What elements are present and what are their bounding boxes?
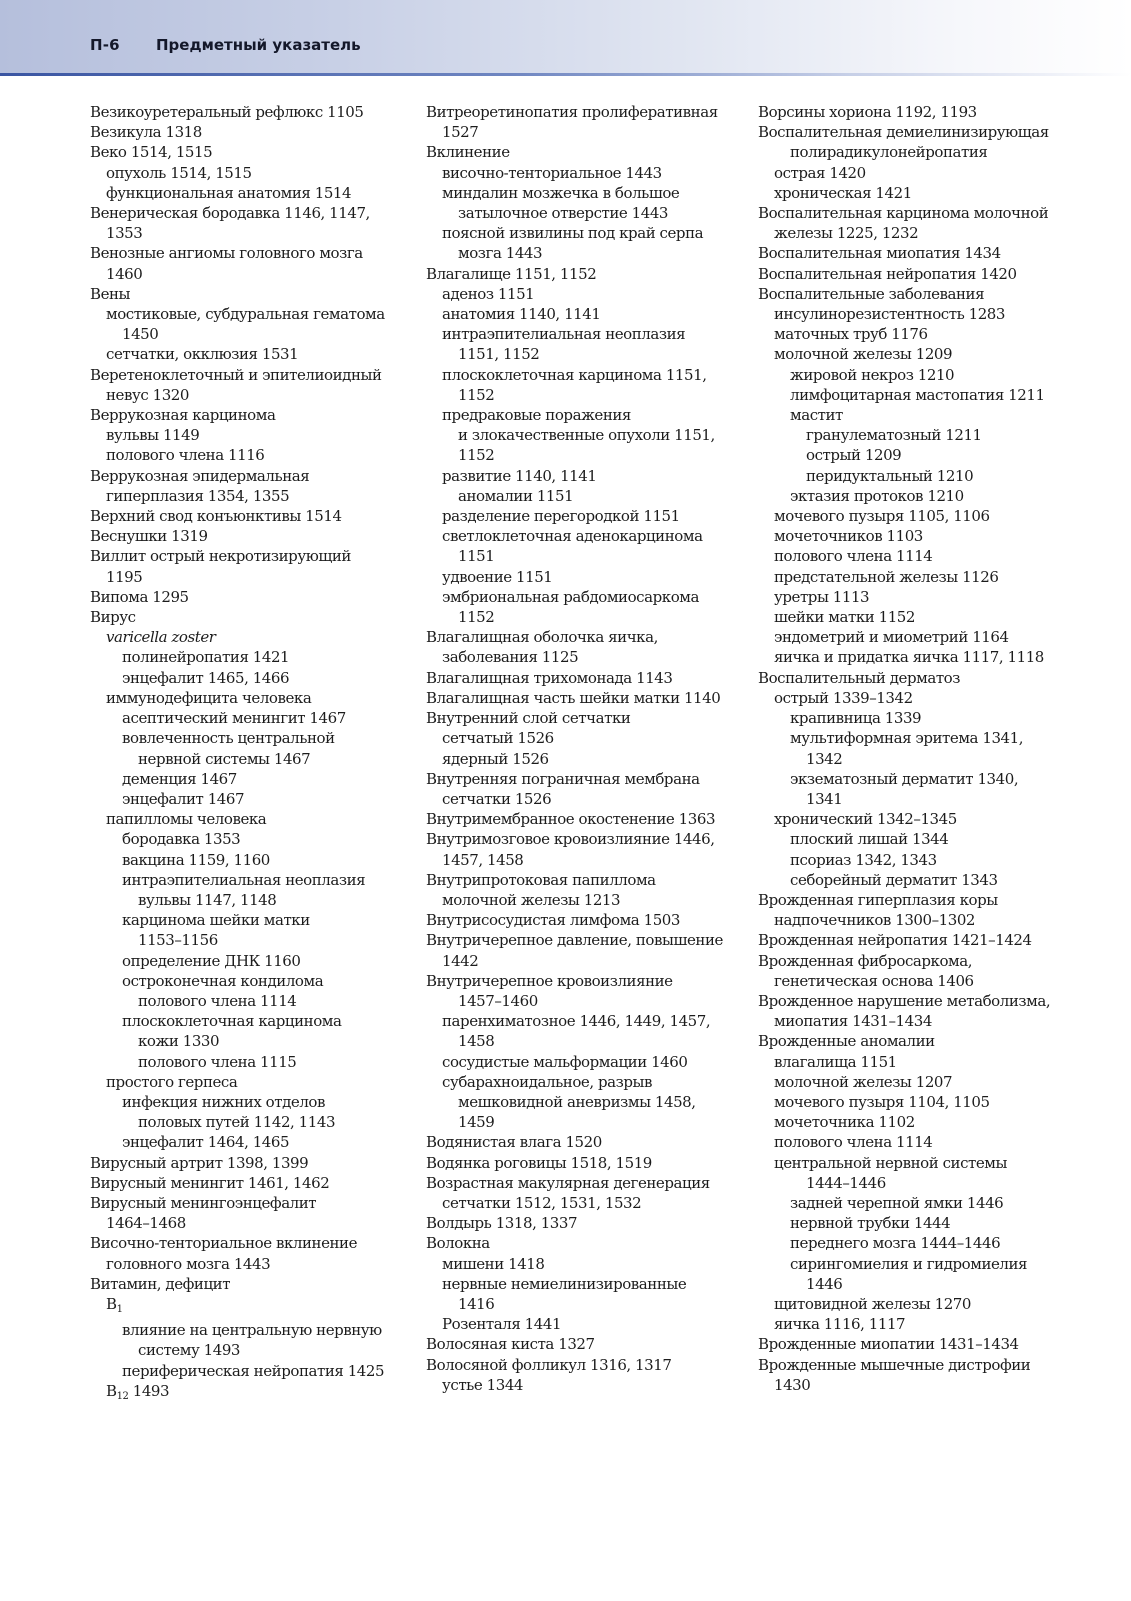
index-heading: Веретеноклеточный и эпителиоидный bbox=[90, 365, 382, 384]
index-subentry: сетчатый 1526 bbox=[442, 729, 554, 748]
index-heading: Випома 1295 bbox=[90, 587, 189, 606]
header-rule bbox=[0, 73, 1131, 76]
index-subsubentry: себорейный дерматит 1343 bbox=[790, 870, 998, 889]
index-subentry: предраковые поражения bbox=[442, 406, 631, 425]
index-continuation: 1458 bbox=[458, 1032, 495, 1051]
entry-subscript: 12 bbox=[116, 1390, 129, 1402]
index-subsubentry: сирингомиелия и гидромиелия bbox=[790, 1254, 1028, 1273]
index-heading: Внутрисосудистая лимфома 1503 bbox=[426, 911, 680, 930]
index-heading: Верхний свод конъюнктивы 1514 bbox=[90, 507, 342, 526]
index-heading: Виллит острый некротизирующий bbox=[90, 547, 351, 566]
index-subsubsubentry: острый 1209 bbox=[806, 446, 902, 465]
index-heading: Височно-тенториальное вклинение bbox=[90, 1234, 358, 1253]
index-subentry: ядерный 1526 bbox=[442, 749, 549, 768]
index-column-3 bbox=[758, 102, 1070, 1395]
index-continuation: 1430 bbox=[774, 1375, 811, 1394]
index-heading: Воспалительные заболевания bbox=[758, 284, 985, 303]
index-subentry: устье 1344 bbox=[442, 1375, 524, 1394]
index-subentry: молочной железы 1209 bbox=[774, 345, 953, 364]
index-subsubentry: экзематозный дерматит 1340, bbox=[790, 769, 1019, 788]
index-heading: Волосяной фолликул 1316, 1317 bbox=[426, 1355, 672, 1374]
index-continuation: 1152 bbox=[458, 385, 495, 404]
index-subentry: полового члена 1114 bbox=[774, 547, 933, 566]
index-subsubsubentry: кожи 1330 bbox=[138, 1032, 220, 1051]
index-subentry: миндалин мозжечка в большое bbox=[442, 183, 680, 202]
index-continuation: гиперплазия 1354, 1355 bbox=[106, 486, 290, 505]
index-subentry: мочеточника 1102 bbox=[774, 1113, 915, 1132]
index-heading: Внутренний слой сетчатки bbox=[426, 709, 631, 728]
index-continuation: 1464–1468 bbox=[106, 1214, 186, 1233]
index-heading: Везикула 1318 bbox=[90, 123, 202, 142]
index-subentry: хроническая 1421 bbox=[774, 183, 912, 202]
index-subsubentry: эктазия протоков 1210 bbox=[790, 486, 964, 505]
index-subsubentry: интраэпителиальная неоплазия bbox=[122, 870, 366, 889]
index-heading: Венерическая бородавка 1146, 1147, bbox=[90, 204, 370, 223]
index-subentry: простого герпеса bbox=[106, 1072, 238, 1091]
index-subentry: нервные немиелинизированные bbox=[442, 1274, 687, 1293]
index-heading: Воспалительная миопатия 1434 bbox=[758, 244, 1001, 263]
index-subentry: varicella zoster bbox=[106, 628, 216, 647]
index-heading: Внутренняя пограничная мембрана bbox=[426, 769, 700, 788]
index-subsubentry: жировой некроз 1210 bbox=[790, 365, 955, 384]
index-heading: Волдырь 1318, 1337 bbox=[426, 1214, 578, 1233]
index-continuation: 1152 bbox=[458, 446, 495, 465]
index-heading: Внутричерепное давление, повышение bbox=[426, 931, 723, 950]
index-subentry: поясной извилины под край серпа bbox=[442, 224, 704, 243]
index-subsubentry: полинейропатия 1421 bbox=[122, 648, 290, 667]
index-subentry: сосудистые мальформации 1460 bbox=[442, 1052, 688, 1071]
running-title: Предметный указатель bbox=[156, 36, 361, 54]
index-subentry: разделение перегородкой 1151 bbox=[442, 507, 680, 526]
index-heading: Веррукозная эпидермальная bbox=[90, 466, 310, 485]
index-continuation: мозга 1443 bbox=[458, 244, 543, 263]
page-number: П-6 bbox=[90, 36, 120, 54]
index-heading: Волосяная киста 1327 bbox=[426, 1335, 595, 1354]
entry-subscript: 1 bbox=[116, 1303, 123, 1315]
index-subentry: височно-тенториальное 1443 bbox=[442, 163, 662, 182]
index-heading: Врожденная гиперплазия коры bbox=[758, 890, 998, 909]
index-subentry: мочеточников 1103 bbox=[774, 527, 923, 546]
index-subentry: предстательной железы 1126 bbox=[774, 567, 999, 586]
index-continuation: затылочное отверстие 1443 bbox=[458, 204, 669, 223]
index-continuation: головного мозга 1443 bbox=[106, 1254, 271, 1273]
index-subentry: мочевого пузыря 1104, 1105 bbox=[774, 1092, 990, 1111]
index-heading: Водянистая влага 1520 bbox=[426, 1133, 602, 1152]
index-subentry: светлоклеточная аденокарцинома bbox=[442, 527, 703, 546]
index-heading: Врожденные аномалии bbox=[758, 1032, 935, 1051]
index-continuation: 1446 bbox=[806, 1274, 843, 1293]
index-subentry: полового члена 1114 bbox=[774, 1133, 933, 1152]
index-continuation: генетическая основа 1406 bbox=[774, 971, 974, 990]
index-subentry bbox=[90, 1294, 402, 1320]
index-continuation: 1152 bbox=[458, 608, 495, 627]
index-subsubentry: плоскоклеточная карцинома bbox=[122, 1012, 342, 1031]
index-heading: Веснушки 1319 bbox=[90, 527, 208, 546]
index-subsubentry: переднего мозга 1444–1446 bbox=[790, 1234, 1001, 1253]
index-subsubentry: псориаз 1342, 1343 bbox=[790, 850, 937, 869]
index-heading: Влагалищная часть шейки матки 1140 bbox=[426, 688, 721, 707]
index-subsubentry: деменция 1467 bbox=[122, 769, 237, 788]
index-subentry: иммунодефицита человека bbox=[106, 688, 312, 707]
index-heading: Витамин, дефицит bbox=[90, 1274, 231, 1293]
index-subsubentry: определение ДНК 1160 bbox=[122, 951, 301, 970]
index-subsubentry: лимфоцитарная мастопатия 1211 bbox=[790, 385, 1045, 404]
index-subentry: влагалища 1151 bbox=[774, 1052, 897, 1071]
index-subsubentry: периферическая нейропатия 1425 bbox=[122, 1361, 385, 1380]
index-continuation: 1153–1156 bbox=[138, 931, 218, 950]
index-heading: Волокна bbox=[426, 1234, 490, 1253]
index-continuation: 1442 bbox=[442, 951, 479, 970]
index-subsubsubentry: гранулематозный 1211 bbox=[806, 426, 982, 445]
index-continuation: заболевания 1125 bbox=[442, 648, 579, 667]
index-subentry: инсулинорезистентность 1283 bbox=[774, 305, 1005, 324]
index-subsubentry: энцефалит 1467 bbox=[122, 789, 245, 808]
index-subsubentry: нервной трубки 1444 bbox=[790, 1214, 951, 1233]
index-continuation: 1459 bbox=[458, 1113, 495, 1132]
index-continuation: 1457–1460 bbox=[458, 991, 538, 1010]
index-heading: Вирусный артрит 1398, 1399 bbox=[90, 1153, 309, 1172]
index-heading: Вирус bbox=[90, 608, 136, 627]
index-heading: Внутрипротоковая папиллома bbox=[426, 870, 656, 889]
index-subentry: мишени 1418 bbox=[442, 1254, 545, 1273]
index-subsubsubentry: перидуктальный 1210 bbox=[806, 466, 974, 485]
index-heading: Вклинение bbox=[426, 143, 510, 162]
index-subsubentry: карцинома шейки матки bbox=[122, 911, 310, 930]
index-subsubentry: крапивница 1339 bbox=[790, 709, 922, 728]
index-subentry: вульвы 1149 bbox=[106, 426, 200, 445]
index-heading: Врожденная фибросаркома, bbox=[758, 951, 973, 970]
index-subentry: мостиковые, субдуральная гематома bbox=[106, 305, 385, 324]
index-heading: Влагалище 1151, 1152 bbox=[426, 264, 597, 283]
index-subentry: интраэпителиальная неоплазия bbox=[442, 325, 686, 344]
index-heading: Возрастная макулярная дегенерация bbox=[426, 1173, 710, 1192]
index-subsubentry: остроконечная кондилома bbox=[122, 971, 324, 990]
index-subentry: плоскоклеточная карцинома 1151, bbox=[442, 365, 707, 384]
index-continuation: полирадикулонейропатия bbox=[790, 143, 988, 162]
index-continuation: 1195 bbox=[106, 567, 143, 586]
index-subentry: яичка 1116, 1117 bbox=[774, 1315, 906, 1334]
index-subentry: функциональная анатомия 1514 bbox=[106, 183, 352, 202]
entry-pages: 1493 bbox=[128, 1381, 170, 1400]
index-subsubentry: мастит bbox=[790, 406, 843, 425]
index-continuation: вульвы 1147, 1148 bbox=[138, 890, 277, 909]
index-heading: Веррукозная карцинома bbox=[90, 406, 276, 425]
index-continuation: 1341 bbox=[806, 789, 843, 808]
index-heading: Витреоретинопатия пролиферативная bbox=[426, 103, 718, 121]
index-continuation: 1460 bbox=[106, 264, 143, 283]
index-heading: Воспалительная демиелинизирующая bbox=[758, 123, 1049, 142]
index-subsubentry: плоский лишай 1344 bbox=[790, 830, 949, 849]
index-continuation: невус 1320 bbox=[106, 385, 189, 404]
index-continuation: 1416 bbox=[458, 1294, 495, 1313]
index-subentry: маточных труб 1176 bbox=[774, 325, 928, 344]
index-continuation: 1457, 1458 bbox=[442, 850, 524, 869]
index-subsubsubentry: полового члена 1115 bbox=[138, 1052, 297, 1071]
index-subentry: полового члена 1116 bbox=[106, 446, 265, 465]
index-heading: Врожденная нейропатия 1421–1424 bbox=[758, 931, 1032, 950]
index-heading: Ворсины хориона 1192, 1193 bbox=[758, 103, 977, 121]
index-subentry: развитие 1140, 1141 bbox=[442, 466, 597, 485]
index-subsubentry: асептический менингит 1467 bbox=[122, 709, 346, 728]
index-continuation: мешковидной аневризмы 1458, bbox=[458, 1092, 696, 1111]
index-subsubentry: бородавка 1353 bbox=[122, 830, 241, 849]
index-subentry: уретры 1113 bbox=[774, 587, 870, 606]
index-heading: Венозные ангиомы головного мозга bbox=[90, 244, 363, 263]
index-heading: Внутримозговое кровоизлияние 1446, bbox=[426, 830, 715, 849]
index-continuation: 1151 bbox=[458, 547, 495, 566]
index-subentry: щитовидной железы 1270 bbox=[774, 1294, 971, 1313]
index-subsubentry: аномалии 1151 bbox=[458, 486, 574, 505]
entry-text: B bbox=[106, 1381, 117, 1400]
index-heading: Влагалищная оболочка яичка, bbox=[426, 628, 658, 647]
index-subsubentry: влияние на центральную нервную bbox=[122, 1321, 382, 1340]
index-subentry: сетчатки, окклюзия 1531 bbox=[106, 345, 299, 364]
index-continuation: молочной железы 1213 bbox=[442, 890, 621, 909]
index-continuation: нервной системы 1467 bbox=[138, 749, 311, 768]
index-subentry: аденоз 1151 bbox=[442, 284, 535, 303]
index-continuation: сетчатки 1526 bbox=[442, 789, 552, 808]
index-subentry: центральной нервной системы bbox=[774, 1153, 1007, 1172]
index-continuation: систему 1493 bbox=[138, 1341, 241, 1360]
index-heading: Веко 1514, 1515 bbox=[90, 143, 213, 162]
index-heading: Врожденные миопатии 1431–1434 bbox=[758, 1335, 1019, 1354]
index-subentry: удвоение 1151 bbox=[442, 567, 553, 586]
index-subsubentry: энцефалит 1465, 1466 bbox=[122, 668, 290, 687]
index-continuation: 1151, 1152 bbox=[458, 345, 540, 364]
index-column-2 bbox=[426, 102, 738, 1395]
index-heading: Вирусный менингоэнцефалит bbox=[90, 1193, 317, 1212]
index-continuation: 1444–1446 bbox=[806, 1173, 886, 1192]
index-heading: Воспалительная карцинома молочной bbox=[758, 204, 1049, 223]
index-heading: Внутримембранное окостенение 1363 bbox=[426, 810, 716, 829]
index-heading: Влагалищная трихомонада 1143 bbox=[426, 668, 673, 687]
index-subsubentry: задней черепной ямки 1446 bbox=[790, 1193, 1004, 1212]
index-subentry: яичка и придатка яичка 1117, 1118 bbox=[774, 648, 1044, 667]
index-subsubentry: вовлеченность центральной bbox=[122, 729, 335, 748]
index-heading: Врожденное нарушение метаболизма, bbox=[758, 991, 1051, 1010]
index-continuation: 1342 bbox=[806, 749, 843, 768]
index-subentry: субарахноидальное, разрыв bbox=[442, 1072, 653, 1091]
index-subentry: эмбриональная рабдомиосаркома bbox=[442, 587, 699, 606]
index-heading: Врожденные мышечные дистрофии bbox=[758, 1355, 1031, 1374]
index-heading: Воспалительная нейропатия 1420 bbox=[758, 264, 1017, 283]
index-heading: Вирусный менингит 1461, 1462 bbox=[90, 1173, 330, 1192]
index-subentry bbox=[90, 1381, 402, 1407]
index-heading: Водянка роговицы 1518, 1519 bbox=[426, 1153, 652, 1172]
index-subentry: эндометрий и миометрий 1164 bbox=[774, 628, 1009, 647]
index-subsubentry: инфекция нижних отделов bbox=[122, 1092, 325, 1111]
index-heading: Воспалительный дерматоз bbox=[758, 668, 960, 687]
index-subentry: мочевого пузыря 1105, 1106 bbox=[774, 507, 990, 526]
index-subentry: паренхиматозное 1446, 1449, 1457, bbox=[442, 1012, 711, 1031]
index-subentry: опухоль 1514, 1515 bbox=[106, 163, 252, 182]
index-continuation: надпочечников 1300–1302 bbox=[774, 911, 976, 930]
index-continuation: 1353 bbox=[106, 224, 143, 243]
index-subentry: шейки матки 1152 bbox=[774, 608, 915, 627]
index-subentry: Розенталя 1441 bbox=[442, 1315, 562, 1334]
index-heading: Везикоуретеральный рефлюкс 1105 bbox=[90, 103, 364, 121]
index-heading: Вены bbox=[90, 284, 131, 303]
index-continuation: миопатия 1431–1434 bbox=[774, 1012, 932, 1031]
index-continuation: и злокачественные опухоли 1151, bbox=[458, 426, 715, 445]
index-subsubentry: вакцина 1159, 1160 bbox=[122, 850, 270, 869]
index-subsubentry: энцефалит 1464, 1465 bbox=[122, 1133, 290, 1152]
entry-text: B bbox=[106, 1294, 117, 1313]
index-subentry: папилломы человека bbox=[106, 810, 267, 829]
index-heading: Внутричерепное кровоизлияние bbox=[426, 971, 673, 990]
index-subsubentry: мультиформная эритема 1341, bbox=[790, 729, 1024, 748]
index-subentry: острая 1420 bbox=[774, 163, 866, 182]
index-continuation: полового члена 1114 bbox=[138, 991, 297, 1010]
index-continuation: 1527 bbox=[442, 123, 479, 142]
index-column-1 bbox=[90, 102, 402, 1407]
index-subentry: молочной железы 1207 bbox=[774, 1072, 953, 1091]
index-continuation: половых путей 1142, 1143 bbox=[138, 1113, 336, 1132]
index-continuation: 1450 bbox=[122, 325, 159, 344]
index-subentry: острый 1339–1342 bbox=[774, 688, 913, 707]
index-continuation: сетчатки 1512, 1531, 1532 bbox=[442, 1193, 642, 1212]
index-continuation: железы 1225, 1232 bbox=[774, 224, 919, 243]
index-subentry: хронический 1342–1345 bbox=[774, 810, 957, 829]
index-subentry: анатомия 1140, 1141 bbox=[442, 305, 601, 324]
